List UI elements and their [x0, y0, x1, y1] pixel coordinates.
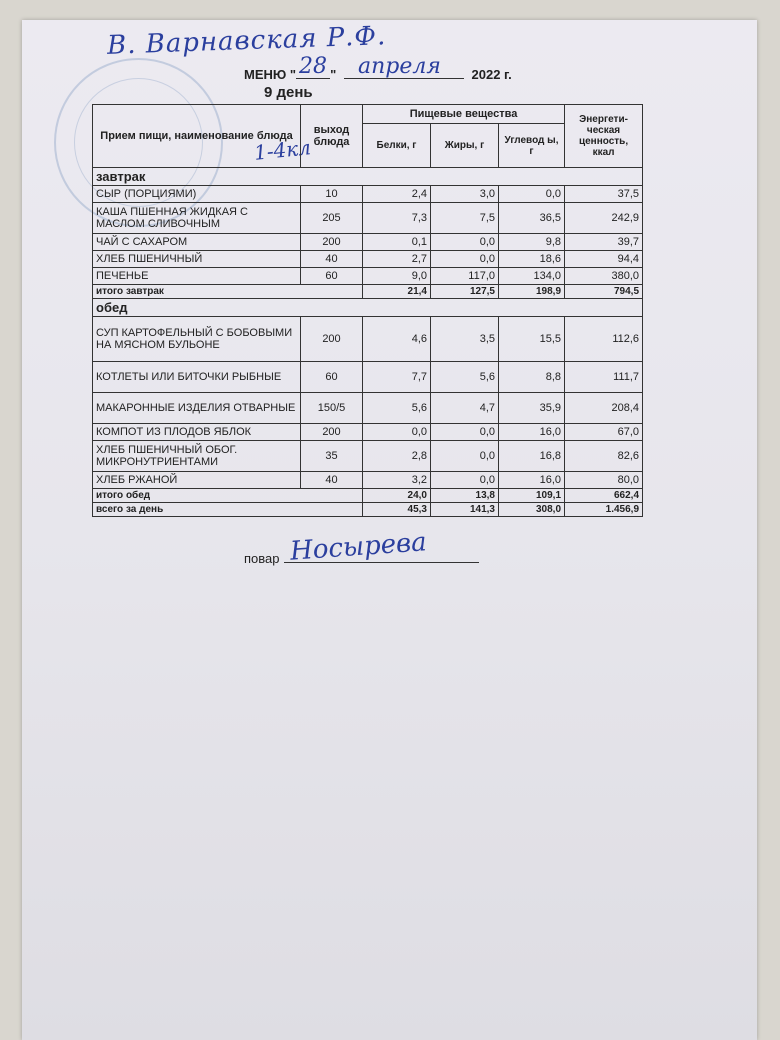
- total-protein: 24,0: [363, 489, 431, 503]
- dish-carbs: 15,5: [499, 317, 565, 362]
- handwritten-signature: Носырева: [289, 527, 428, 567]
- lunch-total-row: [93, 489, 643, 503]
- dish-protein: 5,6: [363, 393, 431, 424]
- total-fat: 13,8: [431, 489, 499, 503]
- col-energy-header: Энергети- ческая ценность, ккал: [565, 105, 643, 168]
- total-label: итого обед: [93, 489, 301, 503]
- handwritten-date: [299, 54, 441, 79]
- table-row: [93, 186, 643, 203]
- day-total-label: всего за день: [93, 503, 301, 517]
- total-carbs: 109,1: [499, 489, 565, 503]
- quote-open: ": [289, 67, 297, 82]
- day-total-row: [93, 503, 643, 517]
- dish-yield: 150/5: [301, 393, 363, 424]
- menu-label: МЕНЮ: [244, 67, 287, 82]
- dish-carbs: 134,0: [499, 268, 565, 285]
- dish-carbs: 8,8: [499, 362, 565, 393]
- dish-protein: 2,8: [363, 441, 431, 472]
- dish-name: КАША ПШЕННАЯ ЖИДКАЯ С МАСЛОМ СЛИВОЧНЫМ: [93, 203, 301, 234]
- dish-name: ПЕЧЕНЬЕ: [93, 268, 301, 285]
- table-row: [93, 393, 643, 424]
- dish-name: МАКАРОННЫЕ ИЗДЕЛИЯ ОТВАРНЫЕ: [93, 393, 301, 424]
- table-row: [93, 317, 643, 362]
- dish-fat: 3,0: [431, 186, 499, 203]
- dish-yield: 200: [301, 424, 363, 441]
- day-total-protein: 45,3: [363, 503, 431, 517]
- dish-protein: 0,1: [363, 234, 431, 251]
- dish-protein: 2,4: [363, 186, 431, 203]
- dish-name: ХЛЕБ РЖАНОЙ: [93, 472, 301, 489]
- table-row: [93, 251, 643, 268]
- day-total-fat: 141,3: [431, 503, 499, 517]
- col-nutrients-header: Пищевые вещества: [363, 105, 565, 124]
- day-total-carbs: 308,0: [499, 503, 565, 517]
- handwritten-day: 28: [299, 54, 327, 79]
- dish-energy: 208,4: [565, 393, 643, 424]
- dish-protein: 7,7: [363, 362, 431, 393]
- handwritten-grade: 1-4кл: [252, 135, 312, 165]
- dish-carbs: 36,5: [499, 203, 565, 234]
- handwritten-approval-note: В. Варнавская Р.Ф.: [106, 21, 387, 61]
- dish-energy: 80,0: [565, 472, 643, 489]
- dish-carbs: 9,8: [499, 234, 565, 251]
- table-row: [93, 268, 643, 285]
- total-energy: 794,5: [565, 285, 643, 299]
- dish-fat: 0,0: [431, 251, 499, 268]
- total-fat: 127,5: [431, 285, 499, 299]
- dish-fat: 5,6: [431, 362, 499, 393]
- dish-fat: 0,0: [431, 424, 499, 441]
- total-energy: 662,4: [565, 489, 643, 503]
- dish-name: ХЛЕБ ПШЕНИЧНЫЙ ОБОГ. МИКРОНУТРИЕНТАМИ: [93, 441, 301, 472]
- total-label: итого завтрак: [93, 285, 301, 299]
- dish-carbs: 35,9: [499, 393, 565, 424]
- dish-energy: 111,7: [565, 362, 643, 393]
- dish-yield: 60: [301, 362, 363, 393]
- table-row: [93, 362, 643, 393]
- col-yield-header: выход блюда: [301, 105, 363, 168]
- menu-document: [22, 20, 757, 1040]
- dish-name: ЧАЙ С САХАРОМ: [93, 234, 301, 251]
- dish-carbs: 0,0: [499, 186, 565, 203]
- breakfast-section-label: завтрак: [93, 168, 643, 186]
- table-row: [93, 441, 643, 472]
- dish-yield: 10: [301, 186, 363, 203]
- menu-year: 2022 г.: [471, 67, 512, 82]
- cook-label: повар: [244, 551, 280, 566]
- dish-name: КОТЛЕТЫ ИЛИ БИТОЧКИ РЫБНЫЕ: [93, 362, 301, 393]
- dish-yield: 205: [301, 203, 363, 234]
- dish-fat: 3,5: [431, 317, 499, 362]
- dish-name: СЫР (ПОРЦИЯМИ): [93, 186, 301, 203]
- dish-protein: 0,0: [363, 424, 431, 441]
- dish-protein: 7,3: [363, 203, 431, 234]
- dish-carbs: 16,0: [499, 424, 565, 441]
- dish-fat: 0,0: [431, 234, 499, 251]
- dish-fat: 4,7: [431, 393, 499, 424]
- col-name-header: Прием пищи, наименование блюда: [93, 105, 301, 168]
- col-protein-header: Белки, г: [363, 124, 431, 168]
- total-protein: 21,4: [363, 285, 431, 299]
- dish-yield: 40: [301, 251, 363, 268]
- dish-protein: 4,6: [363, 317, 431, 362]
- breakfast-total-row: [93, 285, 643, 299]
- dish-name: КОМПОТ ИЗ ПЛОДОВ ЯБЛОК: [93, 424, 301, 441]
- dish-carbs: 16,0: [499, 472, 565, 489]
- nutrition-table: [92, 104, 643, 517]
- col-carbs-header: Углевод ы, г: [499, 124, 565, 168]
- dish-carbs: 18,6: [499, 251, 565, 268]
- lunch-section-label: обед: [93, 299, 643, 317]
- dish-name: СУП КАРТОФЕЛЬНЫЙ С БОБОВЫМИ НА МЯСНОМ БУЛЬОНЕ: [93, 317, 301, 362]
- dish-energy: 37,5: [565, 186, 643, 203]
- dish-energy: 94,4: [565, 251, 643, 268]
- table-row: [93, 472, 643, 489]
- dish-fat: 0,0: [431, 441, 499, 472]
- dish-yield: 60: [301, 268, 363, 285]
- dish-energy: 67,0: [565, 424, 643, 441]
- day-total-energy: 1.456,9: [565, 503, 643, 517]
- dish-carbs: 16,8: [499, 441, 565, 472]
- col-fat-header: Жиры, г: [431, 124, 499, 168]
- table-row: [93, 234, 643, 251]
- dish-energy: 39,7: [565, 234, 643, 251]
- dish-energy: 112,6: [565, 317, 643, 362]
- table-row: [93, 203, 643, 234]
- dish-protein: 9,0: [363, 268, 431, 285]
- dish-yield: 40: [301, 472, 363, 489]
- dish-fat: 7,5: [431, 203, 499, 234]
- dish-yield: 35: [301, 441, 363, 472]
- table-row: [93, 424, 643, 441]
- dish-energy: 82,6: [565, 441, 643, 472]
- dish-fat: 0,0: [431, 472, 499, 489]
- dish-energy: 380,0: [565, 268, 643, 285]
- dish-name: ХЛЕБ ПШЕНИЧНЫЙ: [93, 251, 301, 268]
- handwritten-month: апреля: [358, 54, 441, 79]
- dish-energy: 242,9: [565, 203, 643, 234]
- quote-close: ": [330, 67, 337, 82]
- total-carbs: 198,9: [499, 285, 565, 299]
- dish-protein: 3,2: [363, 472, 431, 489]
- dish-yield: 200: [301, 234, 363, 251]
- day-label: 9 день: [264, 84, 313, 101]
- dish-yield: 200: [301, 317, 363, 362]
- dish-fat: 117,0: [431, 268, 499, 285]
- dish-protein: 2,7: [363, 251, 431, 268]
